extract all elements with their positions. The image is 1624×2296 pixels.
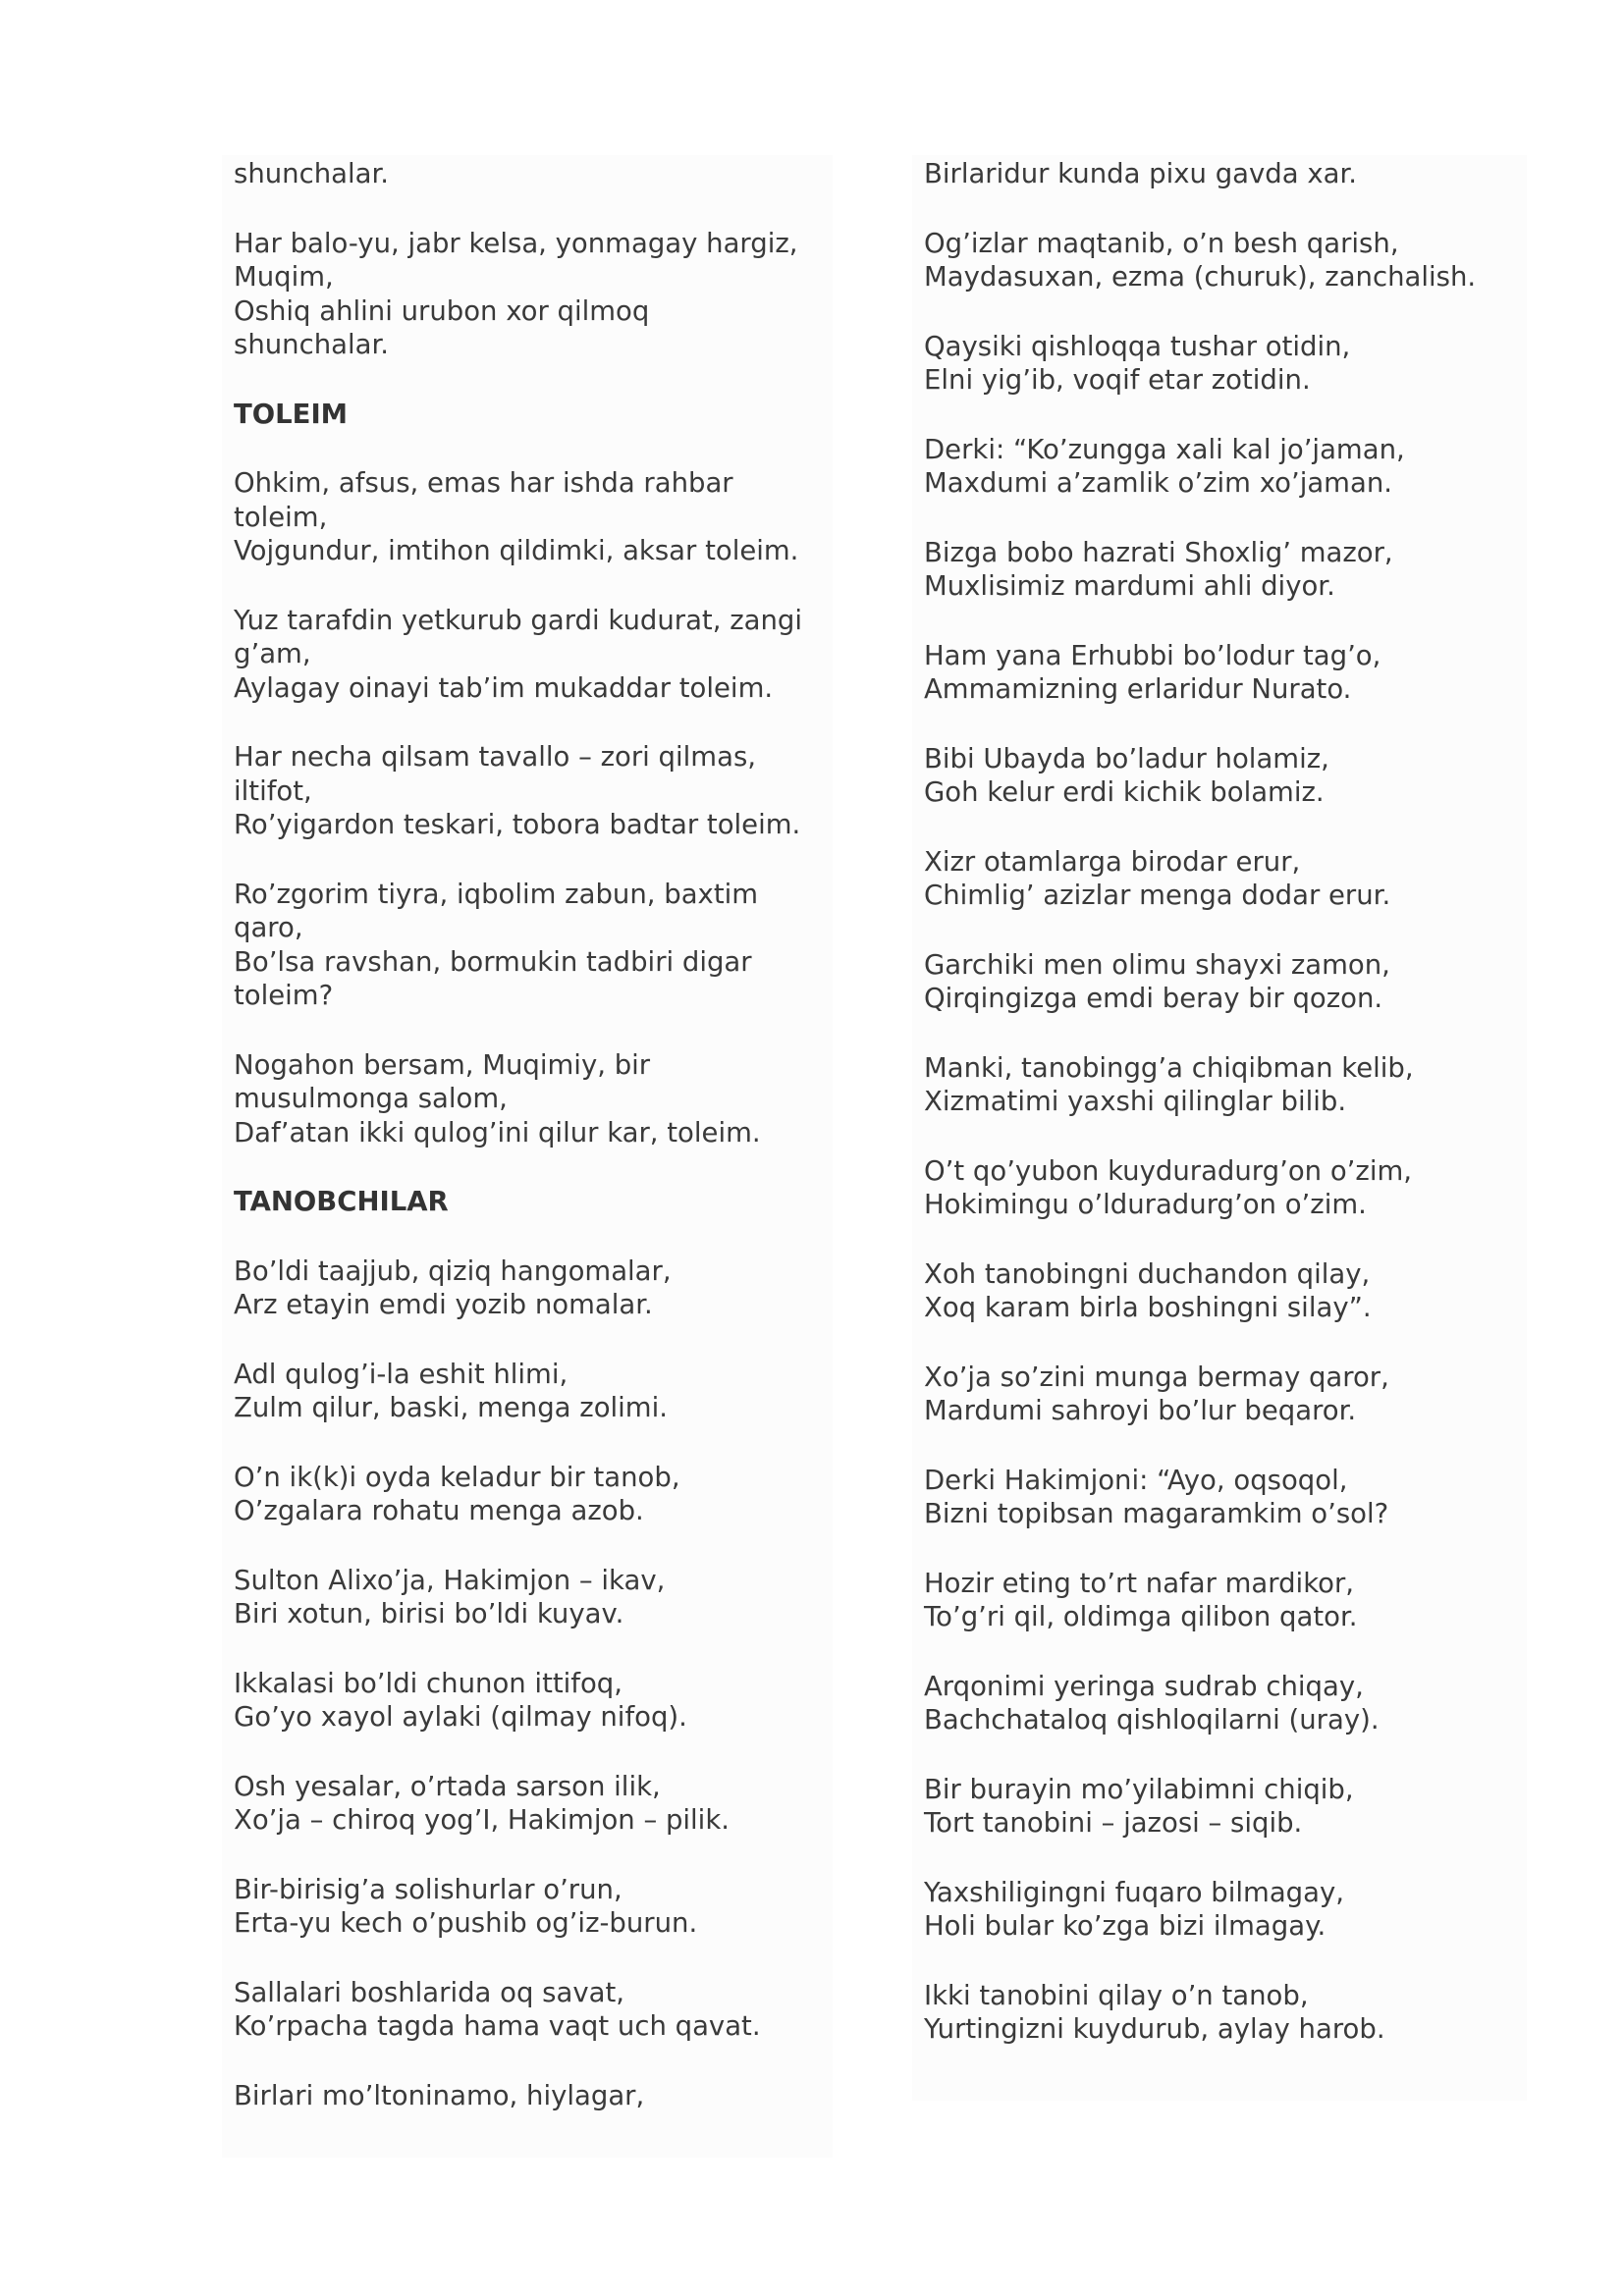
verse-line: Hokimingu o’lduradurg’on o’zim.: [924, 1189, 1367, 1220]
poem-stanza: [924, 1051, 1527, 1119]
poem-stanza: [234, 604, 833, 706]
verse-line: Ko’rpacha tagda hama vaqt uch qavat.: [234, 2010, 761, 2042]
verse-line: Yaxshiligingni fuqaro bilmagay,: [924, 1876, 1344, 1908]
verse-line: Bachchataloq qishloqilarni (uray).: [924, 1704, 1380, 1735]
verse-line: Daf’atan ikki qulog’ini qilur kar, toleim.: [234, 1116, 761, 1148]
verse-line: musulmonga salom,: [234, 1083, 508, 1114]
poem-stanza: [924, 227, 1527, 294]
verse-line: Ammamizning erlaridur Nurato.: [924, 673, 1352, 705]
verse-line: g’am,: [234, 638, 311, 669]
verse-line: Ham yana Erhubbi bo’lodur tag’o,: [924, 639, 1381, 671]
verse-line: Adl qulog’i-la eshit hlimi,: [234, 1358, 568, 1390]
poem-stanza: [924, 948, 1527, 1016]
poem-stanza: [234, 1564, 833, 1631]
verse-line: Xo’ja – chiroq yog’I, Hakimjon – pilik.: [234, 1804, 730, 1836]
left-column-content: [222, 155, 833, 2112]
verse-line: qaro,: [234, 912, 303, 943]
verse-line: Bo’lsa ravshan, bormukin tadbiri digar: [234, 945, 752, 978]
poem-stanza: [924, 1670, 1527, 1737]
verse-line: Xoq karam birla boshingni silay”.: [924, 1292, 1372, 1323]
poem-stanza: [924, 433, 1527, 501]
verse-line: Sulton Alixo’ja, Hakimjon – ikav,: [234, 1564, 666, 1596]
poem-stanza: [924, 1979, 1527, 2047]
right-column-content: [912, 155, 1527, 2047]
verse-line: toleim,: [234, 501, 328, 533]
verse-line: Garchiki men olimu shayxi zamon,: [924, 948, 1390, 981]
verse-line: Og’izlar maqtanib, o’n besh qarish,: [924, 227, 1399, 259]
poem-stanza: [234, 1667, 833, 1735]
poem-stanza: [924, 536, 1527, 604]
section-heading: TOLEIM: [234, 398, 349, 430]
verse-line: Aylagay oinayi tab’im mukaddar toleim.: [234, 671, 774, 704]
poem-stanza: [924, 845, 1527, 913]
verse-line: Holi bular ko’zga bizi ilmagay.: [924, 1910, 1326, 1942]
poem-stanza: [234, 1255, 833, 1322]
verse-line: Bibi Ubayda bo’ladur holamiz,: [924, 742, 1329, 774]
verse-line: Xoh tanobingni duchandon qilay,: [924, 1257, 1371, 1290]
verse-line: Bizni topibsan magaramkim o’sol?: [924, 1498, 1389, 1529]
poem-stanza: [234, 1976, 833, 2044]
poem-stanza: [234, 1770, 833, 1838]
poem-stanza: [234, 466, 833, 568]
verse-line: Ro’yigardon teskari, tobora badtar toleim.: [234, 809, 801, 840]
verse-line: Bizga bobo hazrati Shoxlig’ mazor,: [924, 536, 1393, 568]
verse-line: Arz etayin emdi yozib nomalar.: [234, 1289, 653, 1320]
poem-stanza: [234, 1461, 833, 1528]
verse-line: Ikkalasi bo’ldi chunon ittifoq,: [234, 1667, 623, 1699]
verse-line: Qaysiki qishloqqa tushar otidin,: [924, 330, 1351, 362]
verse-line: Yuz tarafdin yetkurub gardi kudurat, zangi: [234, 604, 803, 636]
verse-line: Hozir eting to’rt nafar mardikor,: [924, 1567, 1355, 1599]
verse-line: Oshiq ahlini urubon xor qilmoq: [234, 294, 650, 327]
poem-stanza: [234, 2079, 833, 2113]
verse-line: Zulm qilur, baski, menga zolimi.: [234, 1392, 668, 1423]
right-text-column: [912, 155, 1527, 2101]
verse-line: Goh kelur erdi kichik bolamiz.: [924, 776, 1325, 808]
poem-stanza: [234, 227, 833, 362]
left-text-column: [222, 155, 833, 2158]
verse-line: Ohkim, afsus, emas har ishda rahbar: [234, 467, 733, 499]
verse-line: Ro’zgorim tiyra, iqbolim zabun, baxtim: [234, 878, 759, 910]
poem-stanza: [924, 330, 1527, 398]
verse-line: O’t qo’yubon kuyduradurg’on o’zim,: [924, 1154, 1412, 1187]
poem-stanza: [234, 878, 833, 1013]
poem-stanza: [924, 742, 1527, 810]
verse-line: Xizmatimi yaxshi qilinglar bilib.: [924, 1086, 1347, 1117]
verse-line: Bo’ldi taajjub, qiziq hangomalar,: [234, 1255, 672, 1287]
poem-stanza: [924, 1361, 1527, 1428]
poem-stanza: [234, 1048, 833, 1150]
verse-line: Bir burayin mo’yilabimni chiqib,: [924, 1773, 1354, 1805]
verse-line: Bir-birisig’a solishurlar o’run,: [234, 1873, 623, 1905]
verse-line: Har balo-yu, jabr kelsa, yonmagay hargiz,: [234, 227, 798, 259]
verse-line: iltifot,: [234, 774, 312, 807]
verse-line: Mardumi sahroyi bo’lur beqaror.: [924, 1395, 1357, 1426]
verse-line: Go’yo xayol aylaki (qilmay nifoq).: [234, 1701, 687, 1733]
verse-line: Xo’ja so’zini munga bermay qaror,: [924, 1361, 1389, 1393]
verse-line: Biri xotun, birisi bo’ldi kuyav.: [234, 1598, 624, 1629]
verse-line: To’g’ri qil, oldimga qilibon qator.: [924, 1601, 1358, 1632]
verse-line: Elni yig’ib, voqif etar zotidin.: [924, 364, 1311, 396]
verse-line: Ikki tanobini qilay o’n tanob,: [924, 1979, 1309, 2011]
verse-line: shunchalar.: [234, 158, 390, 189]
verse-line: Yurtingizni kuydurub, aylay harob.: [924, 2013, 1385, 2045]
verse-line: O’n ik(k)i oyda keladur bir tanob,: [234, 1461, 680, 1493]
verse-line: Derki Hakimjoni: “Ayo, oqsoqol,: [924, 1464, 1348, 1496]
poem-stanza: [234, 1873, 833, 1941]
poem-stanza: [924, 157, 1527, 191]
verse-line: Har necha qilsam tavallo – zori qilmas,: [234, 741, 757, 773]
verse-line: Manki, tanobingg’a chiqibman kelib,: [924, 1051, 1414, 1084]
verse-line: Sallalari boshlarida oq savat,: [234, 1976, 624, 2008]
verse-line: Maxdumi a’zamlik o’zim xo’jaman.: [924, 467, 1392, 499]
verse-line: Chimlig’ azizlar menga dodar erur.: [924, 880, 1391, 911]
verse-line: Muqim,: [234, 261, 334, 293]
verse-line: Arqonimi yeringa sudrab chiqay,: [924, 1670, 1364, 1702]
verse-line: shunchalar.: [234, 329, 390, 360]
poem-stanza: [234, 157, 833, 191]
verse-line: O’zgalara rohatu menga azob.: [234, 1495, 644, 1526]
verse-line: Birlaridur kunda pixu gavda xar.: [924, 158, 1357, 189]
poem-stanza: [924, 1257, 1527, 1325]
poem-stanza: [924, 1567, 1527, 1634]
poem-stanza: [924, 1773, 1527, 1841]
poem-stanza: [924, 1876, 1527, 1944]
poem-stanza: [924, 1464, 1527, 1531]
verse-line: Erta-yu kech o’pushib og’iz-burun.: [234, 1907, 698, 1939]
poem-stanza: [234, 740, 833, 842]
section-heading: TANOBCHILAR: [234, 1186, 449, 1217]
verse-line: Nogahon bersam, Muqimiy, bir: [234, 1048, 651, 1081]
verse-line: Vojgundur, imtihon qildimki, aksar toleim.: [234, 535, 799, 566]
verse-line: Osh yesalar, o’rtada sarson ilik,: [234, 1770, 661, 1802]
verse-line: Muxlisimiz mardumi ahli diyor.: [924, 570, 1335, 602]
poem-stanza: [924, 1154, 1527, 1222]
verse-line: Maydasuxan, ezma (churuk), zanchalish.: [924, 261, 1477, 293]
verse-line: Birlari mo’ltoninamo, hiylagar,: [234, 2079, 645, 2111]
verse-line: Xizr otamlarga birodar erur,: [924, 845, 1301, 878]
verse-line: Qirqingizga emdi beray bir qozon.: [924, 983, 1383, 1014]
verse-line: Tort tanobini – jazosi – siqib.: [924, 1807, 1303, 1839]
verse-line: toleim?: [234, 980, 334, 1011]
verse-line: Derki: “Ko’zungga xali kal jo’jaman,: [924, 433, 1405, 465]
poem-stanza: [234, 1358, 833, 1425]
poem-stanza: [924, 639, 1527, 707]
